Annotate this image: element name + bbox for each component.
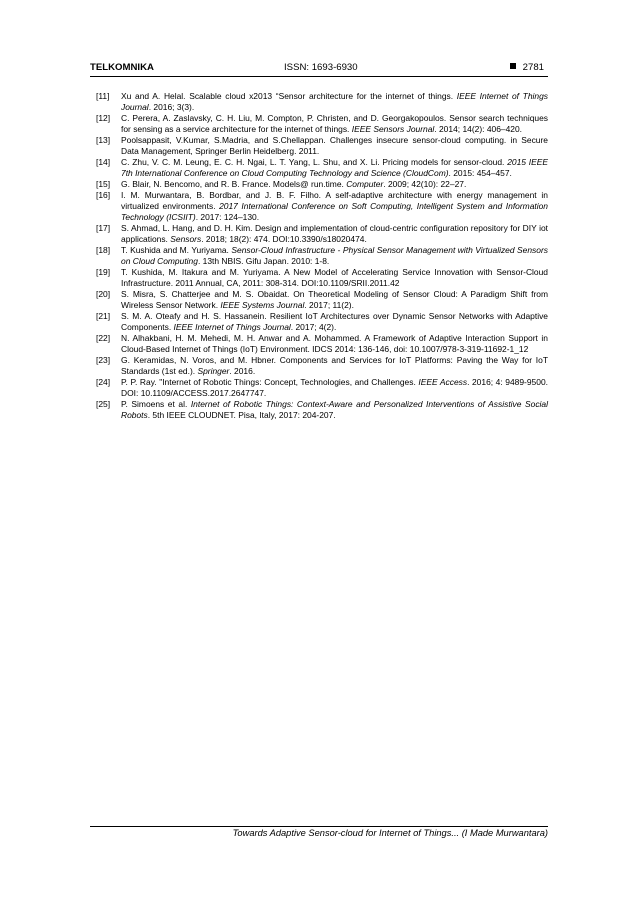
page-header: [90, 60, 548, 77]
reference-item: [96, 311, 548, 333]
reference-source-title: IEEE Access: [418, 377, 468, 387]
reference-number: [20]: [96, 289, 111, 299]
reference-text: [121, 289, 548, 311]
reference-text: [121, 190, 548, 223]
reference-text-segment: Xu and A. Helal. Scalable cloud x2013 “Sensor architecture for the internet of things.: [121, 91, 457, 101]
reference-text: [121, 377, 548, 399]
reference-number: [25]: [96, 399, 111, 409]
issn: ISSN: 1693-6930: [284, 62, 358, 73]
square-bullet-icon: [510, 63, 516, 69]
reference-source-title: Computer: [346, 179, 384, 189]
reference-item: [96, 91, 548, 113]
reference-item: [96, 179, 548, 190]
reference-text-segment: . 2014; 14(2): 406–420.: [434, 124, 523, 134]
reference-text-segment: Poolsappasit, V.Kumar, S.Madria, and S.Chellappan. Challenges insecure sensor-cloud computing. in Secure Data Management, Springer Berlin Heidelberg. 2011.: [121, 135, 548, 156]
reference-item: [96, 399, 548, 421]
reference-text: [121, 311, 548, 333]
page-number: 2781: [522, 62, 544, 73]
reference-text-segment: P. Simoens et al.: [121, 399, 191, 409]
page-footer: Towards Adaptive Sensor-cloud for Internet of Things... (I Made Murwantara): [232, 828, 548, 838]
reference-text-segment: . 2018; 18(2): 474. DOI:10.3390/s18020474.: [201, 234, 367, 244]
reference-text-segment: . 2016.: [229, 366, 256, 376]
reference-item: [96, 135, 548, 157]
reference-text-segment: P. P. Ray. "Internet of Robotic Things: Concept, Technologies, and Challenges.: [121, 377, 419, 387]
reference-number: [16]: [96, 190, 111, 200]
reference-text-segment: G. Keramidas, N. Voros, and M. Hbner. Components and Services for IoT Platforms: Paving the Way for IoT Standards (1st ed.).: [121, 355, 548, 376]
reference-number: [22]: [96, 333, 111, 343]
reference-text-segment: . 2017: 124–130.: [195, 212, 260, 222]
reference-item: [96, 267, 548, 289]
reference-text: [121, 245, 548, 267]
reference-source-title: Sensor-Cloud Infrastructure - Physical Sensor Management with Virtualized Sensors on Cloud Computing: [121, 245, 549, 266]
reference-source-title: IEEE Internet of Things Journal: [173, 322, 291, 332]
reference-text-segment: S. Ahmad, L. Hang, and D. H. Kim. Design and implementation of cloud-centric configuration repository for DIY iot applications.: [121, 223, 548, 244]
reference-text-segment: G. Blair, N. Bencomo, and R. B. France. Models@ run.time.: [121, 179, 347, 189]
reference-text: [121, 355, 548, 377]
reference-number: [24]: [96, 377, 111, 387]
reference-text-segment: T. Kushida, M. Itakura and M. Yuriyama. A New Model of Accelerating Service Innovation with Sensor-Cloud Infrastructure. 2011 Annual, CA, 2011: 308-314. DOI:10.1109/SRII.2011.42: [121, 267, 548, 288]
reference-source-title: 2015 IEEE 7th International Conference on Cloud Computing Technology and Science (CloudCom): [121, 157, 549, 178]
reference-item: [96, 355, 548, 377]
reference-text-segment: . 13th NBIS. Gifu Japan. 2010: 1-8.: [197, 256, 330, 266]
reference-item: [96, 245, 548, 267]
reference-text-segment: . 2016; 3(3).: [148, 102, 195, 112]
reference-number: [14]: [96, 157, 111, 167]
reference-number: [12]: [96, 113, 111, 123]
reference-text-segment: . 2017; 11(2).: [304, 300, 354, 310]
reference-text-segment: C. Zhu, V. C. M. Leung, E. C. H. Ngai, L. T. Yang, L. Shu, and X. Li. Pricing models for sensor-cloud.: [121, 157, 508, 167]
page-number-block: [510, 62, 544, 73]
reference-text: [121, 113, 548, 135]
reference-item: [96, 113, 548, 135]
reference-item: [96, 223, 548, 245]
reference-text-segment: S. M. A. Oteafy and H. S. Hassanein. Resilient IoT Architectures over Dynamic Sensor Networks with Adaptive Components.: [121, 311, 548, 332]
footer-rule: [90, 826, 548, 827]
reference-item: [96, 190, 548, 223]
reference-text-segment: . 2015: 454–457.: [448, 168, 512, 178]
reference-text-segment: . 5th IEEE CLOUDNET. Pisa, Italy, 2017: 204-207.: [147, 410, 336, 420]
reference-source-title: Springer: [197, 366, 230, 376]
reference-text-segment: I. M. Murwantara, B. Bordbar, and J. B. F. Filho. A self-adaptive architecture with energy management in virtualized environments.: [121, 190, 548, 211]
reference-source-title: 2017 International Conference on Soft Computing, Intelligent System and Information Technology (ICSIIT): [121, 201, 548, 222]
reference-source-title: IEEE Internet of Things Journal: [121, 91, 549, 112]
reference-text: [121, 157, 548, 179]
reference-text-segment: . 2016; 4: 9489-9500. DOI: 10.1109/ACCESS.2017.2647747.: [121, 377, 548, 398]
reference-source-title: IEEE Systems Journal: [220, 300, 305, 310]
reference-number: [19]: [96, 267, 111, 277]
reference-list: [96, 91, 548, 421]
reference-text: [121, 223, 548, 245]
reference-number: [21]: [96, 311, 111, 321]
reference-text-segment: . 2009; 42(10): 22–27.: [383, 179, 467, 189]
reference-text: [121, 333, 548, 355]
reference-text: [121, 179, 548, 190]
reference-text: [121, 399, 548, 421]
reference-item: [96, 157, 548, 179]
reference-number: [17]: [96, 223, 111, 233]
reference-text-segment: S. Misra, S. Chatterjee and M. S. Obaidat. On Theoretical Modeling of Sensor Cloud: A Paradigm Shift from Wireless Sensor Network.: [121, 289, 548, 310]
journal-name: TELKOMNIKA: [90, 62, 154, 73]
reference-source-title: Sensors: [170, 234, 202, 244]
reference-number: [15]: [96, 179, 111, 189]
reference-source-title: IEEE Sensors Journal: [351, 124, 435, 134]
reference-number: [13]: [96, 135, 111, 145]
reference-source-title: Internet of Robotic Things: Context-Aware and Personalized Interventions of Assistive Social Robots: [121, 399, 548, 420]
reference-item: [96, 377, 548, 399]
reference-number: [23]: [96, 355, 111, 365]
reference-number: [18]: [96, 245, 111, 255]
reference-text: [121, 91, 548, 113]
reference-text-segment: N. Alhakbani, H. M. Mehedi, M. H. Anwar and A. Mohammed. A Framework of Adaptive Interaction Support in Cloud-Based Internet of Things (IoT) Environment. IDCS 2014: 136-146, doi: 10.1007/978-3-319-11692-1_12: [121, 333, 548, 354]
reference-item: [96, 333, 548, 355]
reference-item: [96, 289, 548, 311]
reference-text: [121, 267, 548, 289]
reference-text-segment: C. Perera, A. Zaslavsky, C. H. Liu, M. Compton, P. Christen, and D. Georgakopoulos. Sensor search techniques for sensing as a service architecture for the internet of things.: [121, 113, 548, 134]
reference-number: [11]: [96, 91, 110, 101]
reference-text-segment: . 2017; 4(2).: [290, 322, 337, 332]
reference-text: [121, 135, 548, 157]
reference-text-segment: T. Kushida and M. Yuriyama.: [121, 245, 232, 255]
